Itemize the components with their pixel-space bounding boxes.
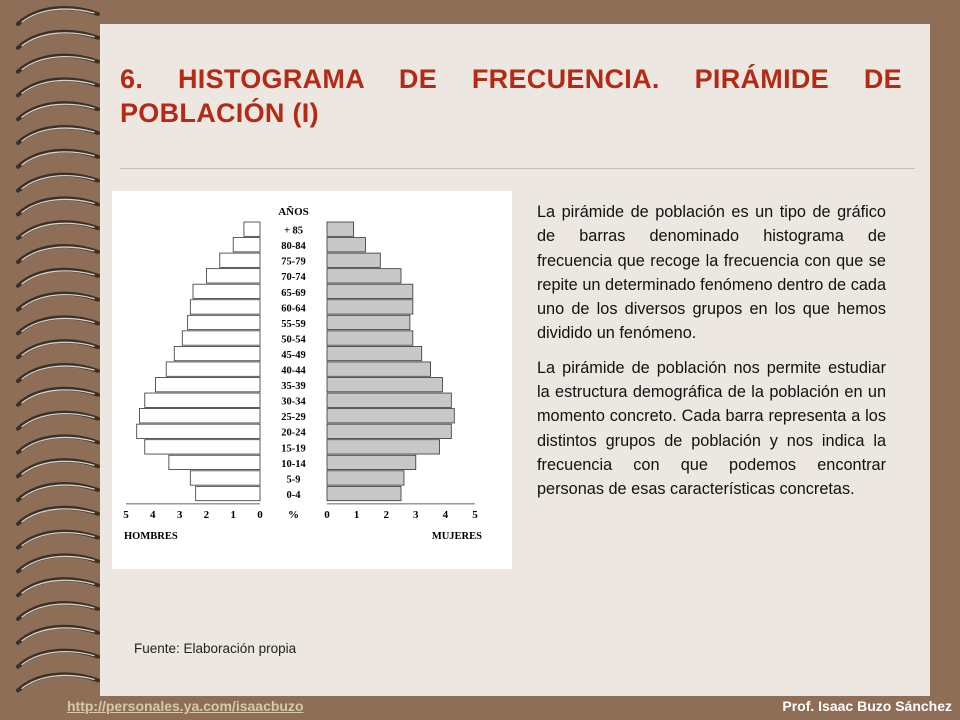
male-bar [190, 471, 260, 485]
spiral-ring-highlight [22, 414, 94, 427]
female-bar [327, 315, 410, 329]
male-bar [139, 409, 260, 423]
spiral-ring [18, 79, 98, 95]
male-bar [220, 253, 260, 267]
spiral-ring [18, 627, 98, 643]
x-tick-left: 0 [257, 508, 263, 521]
spiral-ring [18, 222, 98, 238]
spiral-ring [18, 294, 98, 310]
paragraph-1: La pirámide de población es un tipo de gráfico de barras denominado histograma de frecuencia que recoge la frecuencia con que se repite un determinado fenómeno dentro de cada uno de los diversos grupos en los que hemos dividido un fenómeno. [537, 203, 886, 343]
age-group-label: 70-74 [281, 272, 306, 284]
age-group-label: 50-54 [281, 334, 306, 346]
spiral-ring [18, 651, 98, 667]
spiral-ring-highlight [22, 223, 94, 236]
spiral-ring [18, 555, 98, 571]
spiral-ring [18, 532, 98, 548]
age-group-label: 10-14 [281, 458, 306, 470]
spiral-ring [18, 127, 98, 143]
x-tick-left: 3 [176, 508, 183, 521]
spiral-ring-highlight [22, 437, 94, 450]
x-tick-right: 3 [413, 508, 419, 521]
female-bar [327, 378, 442, 392]
spiral-ring [18, 8, 98, 24]
female-bar [327, 222, 354, 236]
spiral-ring [18, 246, 98, 262]
female-bar [327, 238, 365, 252]
spiral-ring-highlight [22, 604, 94, 617]
x-tick-right: 1 [353, 508, 360, 521]
female-bar [327, 331, 413, 345]
spiral-ring-highlight [22, 295, 94, 308]
age-group-label: 0-4 [286, 489, 301, 501]
spiral-ring-highlight [22, 80, 94, 93]
pyramid-svg [112, 191, 512, 569]
x-tick-right: 2 [383, 508, 389, 521]
male-bar [169, 455, 260, 469]
female-bar [327, 253, 380, 267]
age-group-label: 20-24 [281, 427, 306, 439]
spiral-ring [18, 389, 98, 405]
spiral-ring [18, 365, 98, 381]
male-bar [145, 393, 260, 407]
age-group-label: 60-64 [281, 303, 306, 315]
paragraph-2: La pirámide de población nos permite estudiar la estructura demográfica de la población en un momento concreto. Cada barra representa a los distintos grupos de población y nos indica la frecuencia con que podemos encontrar personas de esas características concretas. [537, 358, 886, 499]
age-group-label: 40-44 [281, 365, 306, 377]
male-bar [233, 238, 260, 252]
female-bar [327, 409, 454, 423]
male-bar [193, 284, 260, 298]
spiral-ring [18, 56, 98, 72]
spiral-ring [18, 103, 98, 119]
male-bar [145, 440, 260, 454]
female-bar [327, 284, 413, 298]
spiral-ring-highlight [22, 57, 94, 70]
spiral-ring [18, 460, 98, 476]
female-bar [327, 486, 401, 500]
male-bar [244, 222, 260, 236]
slide-title: 6. HISTOGRAMA DE FRECUENCIA. PIRÁMIDE DE POBLACIÓN (I) [120, 64, 902, 128]
spiral-ring [18, 508, 98, 524]
female-bar [327, 346, 422, 360]
spiral-ring-highlight [22, 628, 94, 641]
male-bar [196, 486, 260, 500]
age-group-label: 80-84 [281, 241, 306, 253]
male-bar [190, 300, 260, 314]
spiral-ring-highlight [22, 580, 94, 593]
female-bar [327, 455, 416, 469]
footer-author: Prof. Isaac Buzo Sánchez [782, 698, 952, 714]
spiral-ring-highlight [22, 176, 94, 189]
age-group-label: 15-19 [281, 443, 306, 455]
spiral-ring [18, 198, 98, 214]
x-tick-left: 1 [230, 508, 236, 521]
female-bar [327, 440, 439, 454]
spiral-ring-highlight [22, 509, 94, 522]
unit-label: % [288, 508, 299, 521]
footer-link[interactable]: http://personales.ya.com/isaacbuzo [67, 698, 304, 714]
spiral-ring [18, 151, 98, 167]
spiral-ring [18, 603, 98, 619]
spiral-ring [18, 32, 98, 48]
female-bar [327, 471, 404, 485]
spiral-ring-highlight [22, 199, 94, 212]
spiral-ring-highlight [22, 128, 94, 141]
spiral-ring-highlight [22, 390, 94, 403]
age-group-label: 35-39 [281, 381, 306, 393]
male-bar [155, 378, 260, 392]
age-group-label: 65-69 [281, 287, 306, 299]
female-bar [327, 393, 451, 407]
spiral-ring-highlight [22, 104, 94, 117]
age-group-label: + 85 [283, 225, 304, 237]
age-group-label: 30-34 [281, 396, 306, 408]
spiral-ring-highlight [22, 247, 94, 260]
spiral-ring [18, 413, 98, 429]
legend-mujeres: MUJERES [431, 530, 482, 542]
spiral-ring-highlight [22, 366, 94, 379]
spiral-ring-highlight [22, 342, 94, 355]
age-group-label: 45-49 [281, 349, 306, 361]
source-caption: Fuente: Elaboración propia [134, 641, 297, 656]
spiral-ring-highlight [22, 675, 94, 688]
male-bar [182, 331, 260, 345]
spiral-ring [18, 484, 98, 500]
age-group-label: 25-29 [281, 412, 306, 424]
x-tick-right: 0 [324, 508, 330, 521]
legend-hombres: HOMBRES [124, 530, 178, 542]
spiral-ring-highlight [22, 485, 94, 498]
spiral-ring [18, 317, 98, 333]
spiral-ring [18, 579, 98, 595]
female-bar [327, 362, 431, 376]
age-group-label: 75-79 [281, 256, 306, 268]
male-bar [166, 362, 260, 376]
spiral-ring [18, 436, 98, 452]
male-bar [174, 346, 260, 360]
title-divider [120, 168, 915, 169]
explanation-text [537, 200, 886, 512]
spiral-ring-highlight [22, 271, 94, 284]
spiral-ring-highlight [22, 556, 94, 569]
x-tick-left: 2 [203, 508, 210, 521]
x-tick-right: 5 [472, 508, 478, 521]
age-group-label: 5-9 [286, 474, 301, 486]
spiral-ring [18, 175, 98, 191]
spiral-ring-highlight [22, 9, 94, 22]
spiral-ring [18, 270, 98, 286]
male-bar [188, 315, 260, 329]
x-tick-left: 4 [150, 508, 156, 521]
age-header: AÑOS [278, 206, 309, 218]
female-bar [327, 424, 451, 438]
spiral-ring-highlight [22, 533, 94, 546]
x-tick-right: 4 [442, 508, 449, 521]
population-pyramid-chart [112, 191, 512, 569]
age-group-label: 55-59 [281, 318, 306, 330]
x-tick-left: 5 [123, 508, 129, 521]
spiral-ring-highlight [22, 152, 94, 165]
female-bar [327, 269, 401, 283]
spiral-ring [18, 674, 98, 690]
female-bar [327, 300, 413, 314]
spiral-ring-highlight [22, 652, 94, 665]
male-bar [206, 269, 260, 283]
spiral-ring [18, 341, 98, 357]
spiral-ring-highlight [22, 318, 94, 331]
male-bar [137, 424, 260, 438]
spiral-ring-highlight [22, 461, 94, 474]
spiral-ring-highlight [22, 33, 94, 46]
